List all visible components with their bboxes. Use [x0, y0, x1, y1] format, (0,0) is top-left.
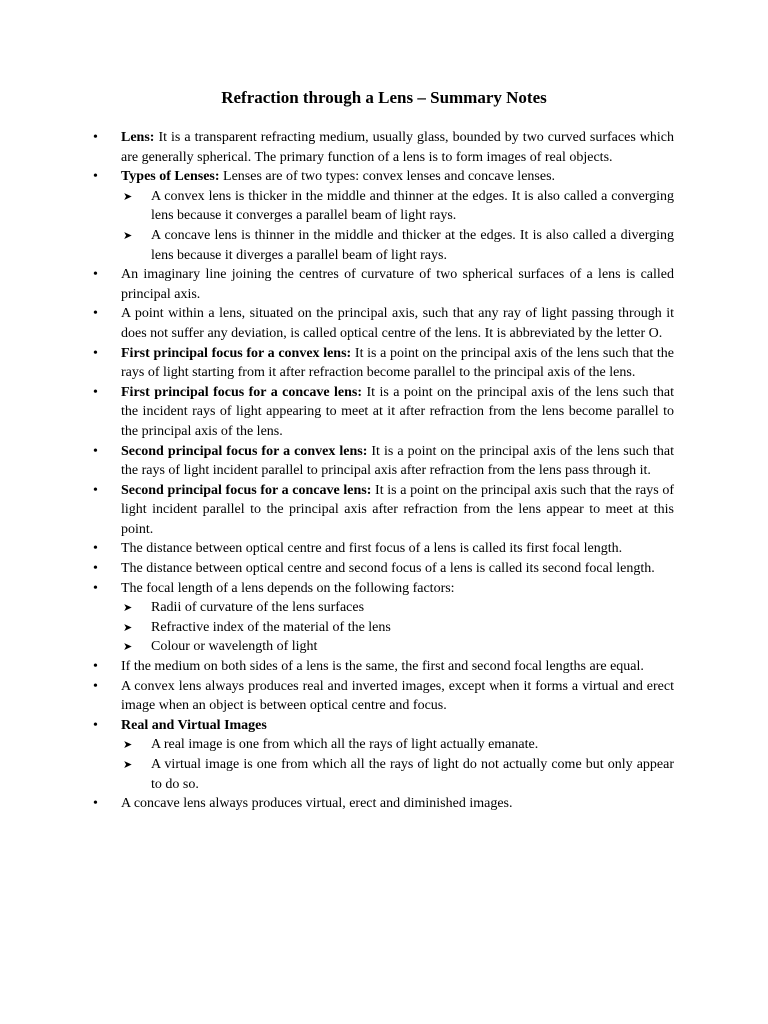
sub-list — [121, 735, 674, 794]
sub-item: ➤ Refractive index of the material of the lens — [121, 618, 674, 638]
note-item — [121, 677, 674, 716]
note-item — [121, 481, 674, 540]
note-item — [121, 265, 674, 304]
note-text: A convex lens always produces real and inverted images, except when it forms a virtual and erect image when an object is between optical centre and focus. — [121, 678, 674, 714]
note-item — [121, 128, 674, 167]
note-text: It is a point on the principal axis of the lens such that the rays of light incident parallel to principal axis after refraction from the lens pass through it. — [121, 443, 674, 479]
note-item — [121, 539, 674, 559]
note-text: The distance between optical centre and first focus of a lens is called its first focal length. — [121, 541, 623, 557]
note-item — [121, 167, 674, 265]
note-text: It is a transparent refracting medium, usually glass, bounded by two curved surfaces which are generally spherical. The primary function of a lens is to form images of real objects. — [121, 130, 674, 165]
note-label: Second principal focus for a concave lens: — [121, 482, 372, 498]
note-text: The distance between optical centre and second focus of a lens is called its second focal length. — [121, 561, 655, 577]
sub-item: ➤ A virtual image is one from which all the rays of light do not actually come but only appear to do so. — [121, 755, 674, 794]
sub-list — [121, 598, 674, 657]
note-item — [121, 442, 674, 481]
sub-item: ➤ A convex lens is thicker in the middle and thinner at the edges. It is also called a converging lens because it converges a parallel beam of light rays. — [121, 187, 674, 226]
page-title: Refraction through a Lens – Summary Notes — [221, 88, 547, 107]
note-text: If the medium on both sides of a lens is the same, the first and second focal lengths are equal. — [121, 659, 644, 675]
sub-item: ➤ Colour or wavelength of light — [121, 637, 674, 657]
notes-list — [121, 128, 674, 814]
note-text: The focal length of a lens depends on the following factors: — [121, 580, 455, 596]
note-text: It is a point on the principal axis of the lens such that the incident rays of light appearing to meet at it after refraction from the lens become parallel to the principal axis of the lens. — [121, 384, 674, 439]
note-text: A point within a lens, situated on the principal axis, such that any ray of light passing through it does not suffer any deviation, is called optical centre of the lens. It is abbreviated by the letter O. — [121, 306, 674, 341]
note-label: Real and Virtual Images — [121, 717, 267, 733]
note-item — [121, 383, 674, 442]
note-item — [121, 559, 674, 579]
note-text: An imaginary line joining the centres of curvature of two spherical surfaces of a lens is called principal axis. — [121, 267, 674, 302]
note-label: Lens: — [121, 130, 155, 145]
note-label: First principal focus for a convex lens: — [121, 345, 352, 361]
note-item — [121, 794, 674, 814]
note-item — [121, 579, 674, 657]
note-label: First principal focus for a concave lens: — [121, 384, 363, 400]
note-text: It is a point on the principal axis of the lens such that the rays of light starting from it after refraction become parallel to the principal axis of the lens. — [121, 345, 675, 381]
sub-item: ➤ A concave lens is thinner in the middle and thicker at the edges. It is also called a diverging lens because it diverges a parallel beam of light rays. — [121, 226, 674, 265]
note-text: Lenses are of two types: convex lenses and concave lenses. — [223, 169, 556, 185]
sub-item: ➤ Radii of curvature of the lens surfaces — [121, 598, 674, 618]
note-text: It is a point on the principal axis such that the rays of light incident parallel to the principal axis after refraction from the lens appear to meet at this point. — [121, 482, 675, 537]
note-item — [121, 304, 674, 343]
note-item — [121, 344, 674, 383]
sub-item: ➤ A real image is one from which all the rays of light actually emanate. — [121, 735, 674, 755]
note-label: Second principal focus for a convex lens: — [121, 443, 368, 459]
note-item — [121, 716, 674, 794]
note-text: A concave lens always produces virtual, erect and diminished images. — [121, 796, 513, 812]
note-label: Types of Lenses: — [121, 169, 220, 185]
note-item — [121, 657, 674, 677]
sub-list — [121, 187, 674, 265]
